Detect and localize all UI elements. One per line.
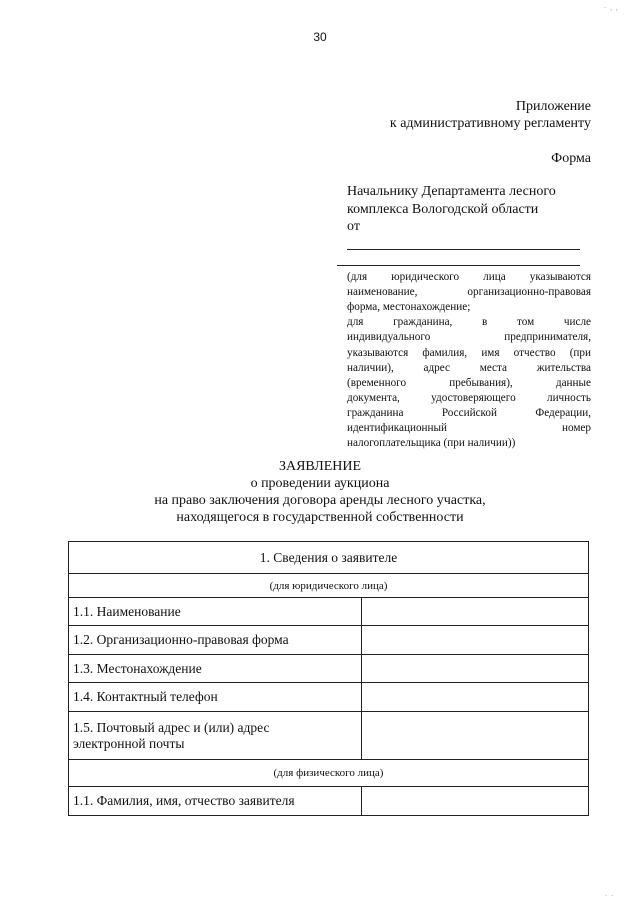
note-line: документа, удостоверяющего личность	[347, 392, 591, 404]
table-row	[69, 598, 589, 626]
note-line: для гражданина, в том числе	[347, 316, 591, 328]
table-row	[69, 655, 589, 683]
individual-subheader: (для физического лица)	[69, 760, 589, 787]
document-title: ЗАЯВЛЕНИЕ	[278, 459, 362, 474]
fill-line	[337, 265, 580, 266]
row-label: 1.2. Организационно-правовая форма	[69, 626, 362, 655]
scan-mark: · ·	[604, 890, 614, 901]
row-label: 1.1. Наименование	[69, 598, 362, 626]
row-label	[69, 712, 362, 760]
scan-mark: · , ,	[603, 2, 618, 13]
fill-line	[347, 249, 580, 250]
form-label: Форма	[551, 151, 591, 166]
note-line: налогоплательщика (при наличии))	[347, 437, 516, 449]
document-subtitle: о проведении аукциона	[250, 476, 390, 491]
document-subtitle: находящегося в государственной собственности	[176, 510, 464, 525]
phone-value-cell[interactable]	[362, 683, 589, 712]
row-label: 1.3. Местонахождение	[69, 655, 362, 683]
addressee-line: комплекса Вологодской области	[347, 202, 539, 217]
note-line: (для юридического лица указываются	[347, 271, 591, 283]
table-row	[69, 683, 589, 712]
appendix-subtitle: к административному регламенту	[389, 116, 591, 131]
row-label: 1.4. Контактный телефон	[69, 683, 362, 712]
address-value-cell[interactable]	[362, 712, 589, 760]
legal-entity-subheader: (для юридического лица)	[69, 574, 589, 598]
page-number: 30	[313, 30, 327, 44]
full-name-value-cell[interactable]	[362, 787, 589, 816]
note-line: наличии), адрес места жительства	[347, 362, 591, 374]
location-value-cell[interactable]	[362, 655, 589, 683]
appendix-title: Приложение	[515, 99, 591, 114]
table-row	[69, 712, 589, 760]
note-line: (временного пребывания), данные	[347, 377, 591, 389]
row-label-line: электронной почты	[73, 735, 185, 751]
note-line: идентификационный номер	[347, 422, 591, 434]
document-subtitle: на право заключения договора аренды лесного участка,	[154, 493, 486, 508]
addressee-line: Начальнику Департамента лесного	[347, 184, 556, 199]
table-row	[69, 626, 589, 655]
section-header: 1. Сведения о заявителе	[69, 542, 589, 574]
row-label: 1.1. Фамилия, имя, отчество заявителя	[69, 787, 362, 816]
note-line: наименование, организационно-правовая	[347, 286, 591, 298]
row-label-line: 1.5. Почтовый адрес и (или) адрес	[73, 719, 270, 735]
legal-form-value-cell[interactable]	[362, 626, 589, 655]
note-line: указываются фамилия, имя отчество (при	[347, 347, 591, 359]
note-line: гражданина Российской Федерации,	[347, 407, 591, 419]
note-line: форма, местонахождение;	[347, 301, 471, 313]
applicant-info-table	[68, 541, 589, 816]
note-line: индивидуального предпринимателя,	[347, 331, 591, 343]
addressee-from: от	[347, 219, 360, 234]
name-value-cell[interactable]	[362, 598, 589, 626]
table-row	[69, 787, 589, 816]
